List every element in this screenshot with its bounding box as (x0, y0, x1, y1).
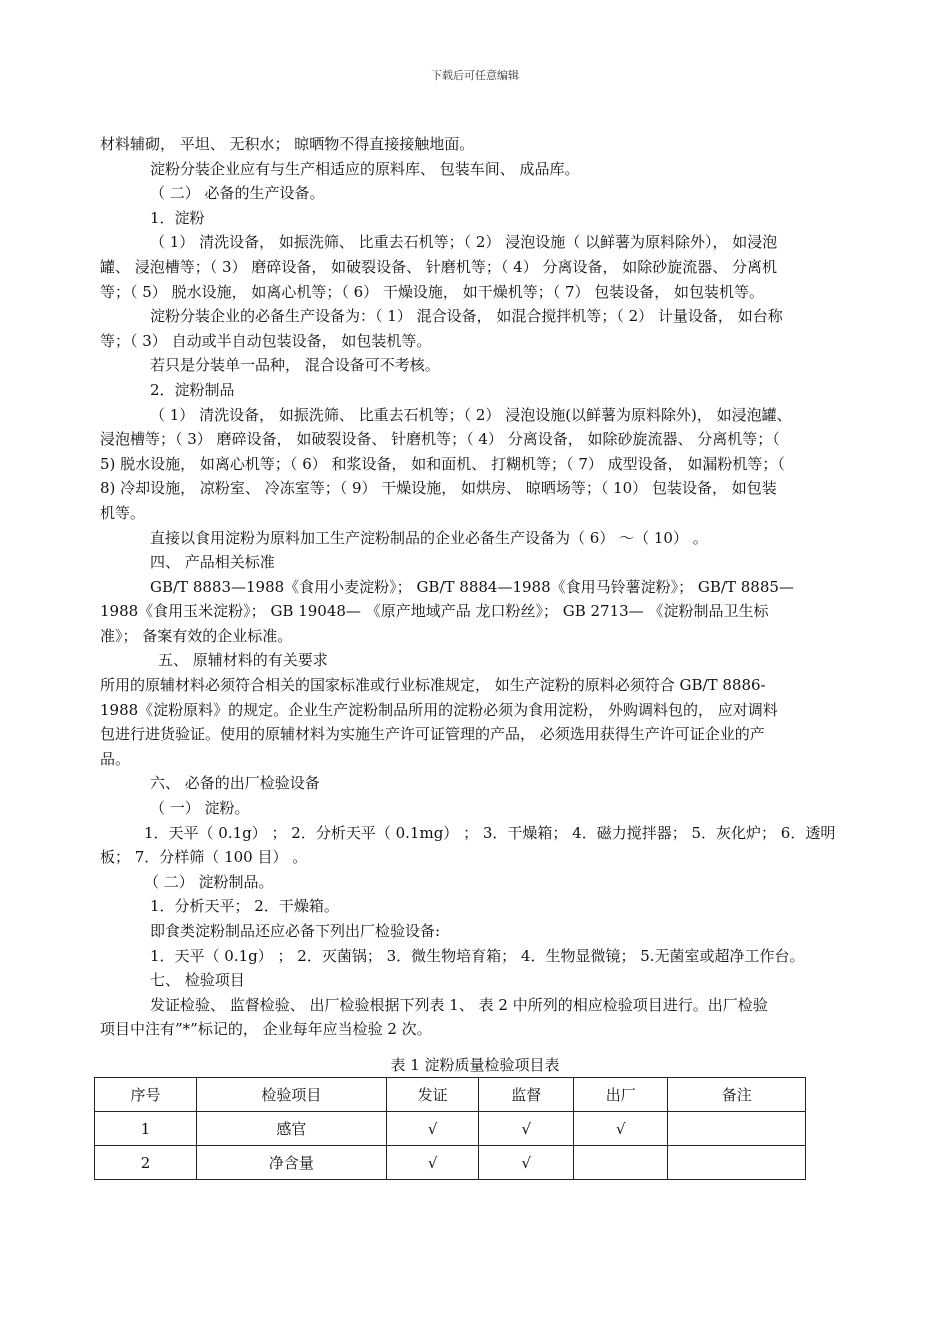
table-caption: 表 1 淀粉质量检验项目表 (390, 1056, 560, 1074)
table-cell (573, 1146, 668, 1180)
table-row (95, 1146, 806, 1180)
table-cell: 净含量 (196, 1146, 386, 1180)
text-line: 发证检验、 监督检验、 出厂检验根据下列表 1、 表 2 中所列的相应检验项目进行。出厂检验 (150, 995, 768, 1014)
table-cell: √ (573, 1112, 668, 1146)
table-cell: 2 (95, 1146, 197, 1180)
text-line: 1988《食用玉米淀粉》； GB 19048— 《原产地域产品 龙口粉丝》； GB 2713— 《淀粉制品卫生标 (100, 602, 769, 621)
page-header: 下载后可任意编辑 (431, 69, 519, 82)
text-line: 四、 产品相关标准 (150, 553, 275, 572)
text-line: 若只是分装单一品种， 混合设备可不考核。 (150, 356, 440, 375)
text-line: 罐、 浸泡槽等；（ 3） 磨碎设备， 如破裂设备、 针磨机等；（ 4） 分离设备， 如除砂旋流器、 分离机 (100, 257, 778, 276)
text-line: （ 二） 必备的生产设备。 (150, 184, 325, 203)
text-line: 材料辅砌， 平坦、 无积水； 晾晒物不得直接接触地面。 (100, 135, 475, 153)
table-header-cell: 备注 (668, 1078, 806, 1112)
text-line: 即食类淀粉制品还应必备下列出厂检验设备: (150, 922, 441, 940)
text-line: 项目中注有”*”标记的， 企业每年应当检验 2 次。 (100, 1020, 432, 1039)
text-line: 板； 7．分样筛（ 100 目） 。 (100, 848, 308, 867)
text-line: 六、 必备的出厂检验设备 (150, 774, 320, 793)
table-header-row (95, 1078, 806, 1112)
inspection-items-table (94, 1077, 806, 1180)
text-line: 等；（ 5） 脱水设施， 如离心机等；（ 6） 干燥设施， 如干燥机等；（ 7） 包装设备， 如包装机等。 (100, 282, 765, 301)
text-line: 浸泡槽等；（ 3） 磨碎设备， 如破裂设备、 针磨机等；（ 4） 分离设备， 如除砂旋流器、 分离机等；（ (100, 430, 780, 449)
text-line: 1．天平（ 0.1g） ； 2．分析天平（ 0.1mg） ； 3．干燥箱； 4．磁力搅拌器； 5．灰化炉； 6．透明 (144, 823, 836, 842)
table-cell: 感官 (196, 1112, 386, 1146)
text-line: 5) 脱水设施， 如离心机等；（ 6） 和浆设备， 如和面机、 打糊机等；（ 7） 成型设备， 如漏粉机等；（ (100, 454, 785, 473)
text-line: 所用的原辅材料必须符合相关的国家标准或行业标准规定， 如生产淀粉的原料必须符合 GB/T 8886- (100, 676, 766, 695)
text-line: 品。 (100, 749, 131, 768)
table-header-cell: 发证 (386, 1078, 479, 1112)
text-line: GB/T 8883—1988《食用小麦淀粉》； GB/T 8884—1988《食用马铃薯淀粉》； GB/T 8885— (150, 577, 794, 596)
text-line: 1．分析天平； 2．干燥箱。 (150, 897, 339, 916)
table-cell: √ (479, 1112, 574, 1146)
text-line: 包进行进货验证。使用的原辅材料为实施生产许可证管理的产品， 必须选用获得生产许可证企业的产 (100, 725, 765, 744)
table-cell: √ (386, 1146, 479, 1180)
table-header-cell: 监督 (479, 1078, 574, 1112)
text-line: （ 1） 清洗设备， 如振洗筛、 比重去石机等；（ 2） 浸泡设施(以鲜薯为原料除外)， 如浸泡罐、 (150, 405, 792, 424)
text-line: （ 1） 清洗设备， 如振洗筛、 比重去石机等；（ 2） 浸泡设施（ 以鲜薯为原料除外）， 如浸泡 (150, 233, 778, 252)
table-cell (668, 1112, 806, 1146)
text-line: 8) 冷却设施， 凉粉室、 冷冻室等；（ 9） 干燥设施， 如烘房、 晾晒场等；（ 10） 包装设备， 如包装 (100, 479, 777, 498)
table-cell: √ (386, 1112, 479, 1146)
table-cell (668, 1146, 806, 1180)
text-line: （ 二） 淀粉制品。 (144, 872, 274, 891)
text-line: 直接以食用淀粉为原料加工生产淀粉制品的企业必备生产设备为（ 6） ～（ 10） 。 (150, 528, 708, 547)
document-body (100, 132, 845, 1042)
text-line: （ 一） 淀粉。 (150, 799, 250, 818)
text-line: 机等。 (100, 503, 146, 522)
table-cell: √ (479, 1146, 574, 1180)
table-header-cell: 检验项目 (196, 1078, 386, 1112)
text-line: 淀粉分装企业的必备生产设备为：（ 1） 混合设备， 如混合搅拌机等；（ 2） 计量设备， 如台称 (150, 307, 783, 326)
table-row (95, 1112, 806, 1146)
text-line: 准》； 备案有效的企业标准。 (100, 626, 293, 645)
text-line: 七、 检验项目 (150, 971, 245, 990)
text-line: 1．天平（ 0.1g） ； 2．灭菌锅； 3．微生物培育箱； 4．生物显微镜； 5.无菌室或超净工作台。 (150, 946, 805, 965)
text-line: 1988《淀粉原料》的规定。企业生产淀粉制品所用的淀粉必须为食用淀粉， 外购调料包的， 应对调料 (100, 700, 778, 719)
table-header-cell: 出厂 (573, 1078, 668, 1112)
text-line: 1．淀粉 (150, 208, 205, 227)
text-line: 淀粉分装企业应有与生产相适应的原料库、 包装车间、 成品库。 (150, 159, 580, 178)
text-line: 2．淀粉制品 (150, 380, 235, 399)
text-line: 五、 原辅材料的有关要求 (158, 651, 328, 670)
table-cell: 1 (95, 1112, 197, 1146)
text-line: 等；（ 3） 自动或半自动包装设备， 如包装机等。 (100, 331, 432, 350)
table-header-cell: 序号 (95, 1078, 197, 1112)
